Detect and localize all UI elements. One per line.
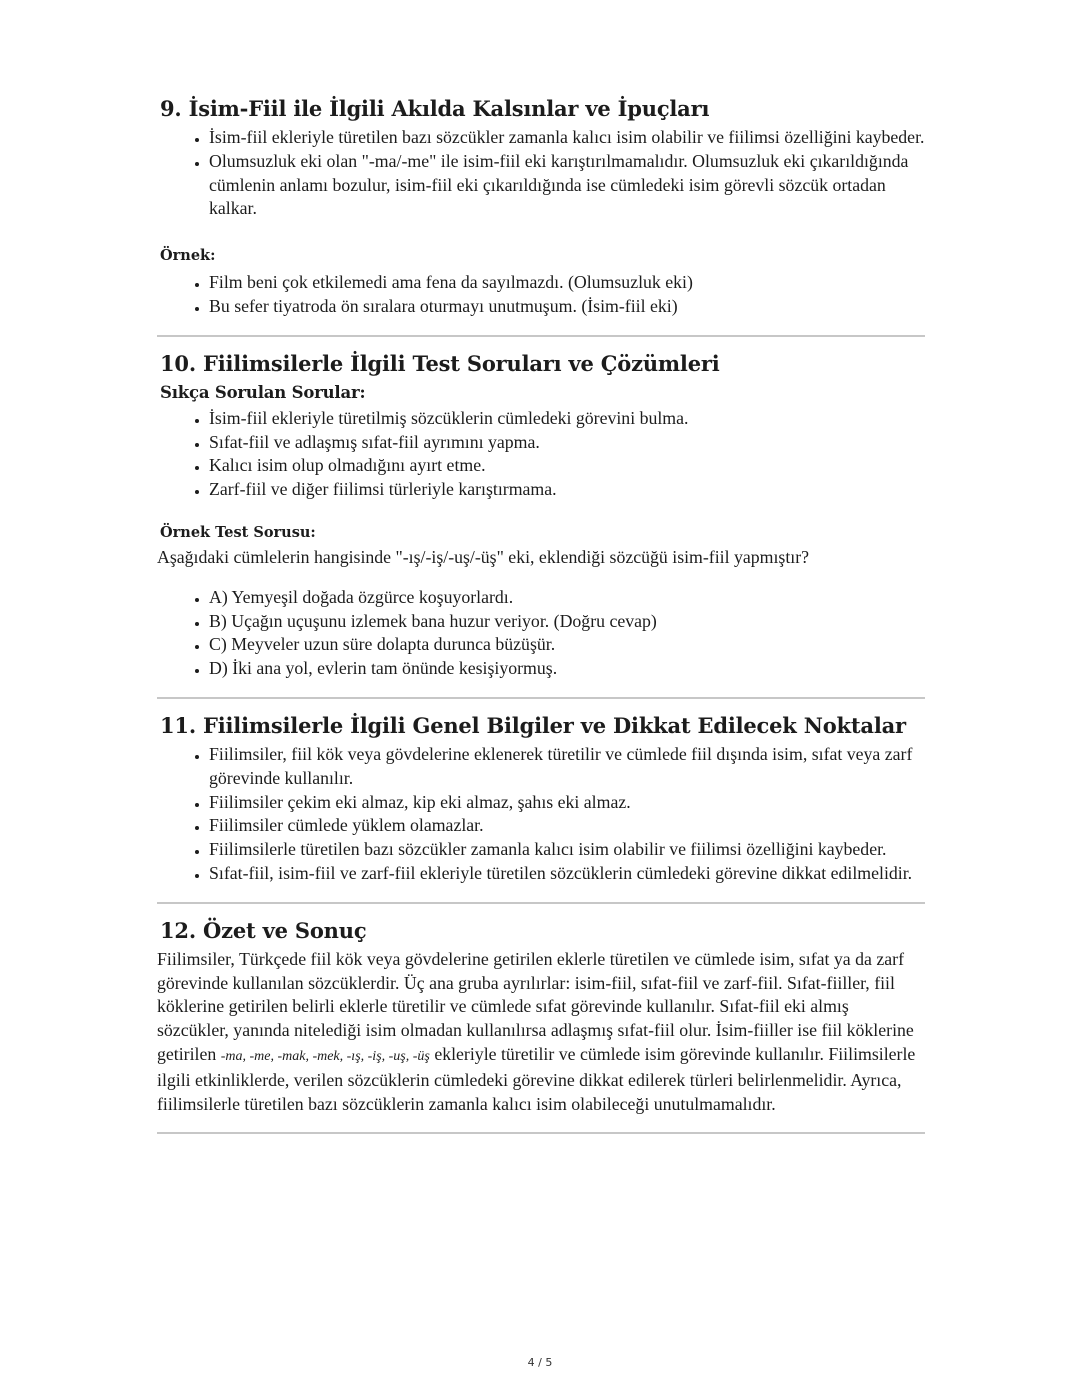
section-9 (157, 96, 925, 319)
divider (157, 335, 925, 337)
list-item: • Fiilimsilerle türetilen bazı sözcükler zamanla kalıcı isim olabilir ve fiilimsi özelliğini kaybeder. (209, 838, 925, 862)
list-item: • Zarf-fiil ve diğer fiilimsi türleriyle karıştırmama. (209, 478, 925, 502)
answer-options (157, 586, 925, 681)
suffix-list: -ma, -me, -mak, -mek, -ış, -iş, -uş, -üş (220, 1048, 430, 1064)
section-10-title: 10. Fiilimsilerle İlgili Test Soruları ve Çözümleri (160, 350, 720, 376)
answer-option: • A) Yemyeşil doğada özgürce koşuyorlardı. (209, 586, 925, 610)
list-item: • Sıfat-fiil, isim-fiil ve zarf-fiil ekleriyle türetilen sözcüklerin cümledeki görevine dikkat edilmelidir. (209, 862, 925, 886)
section-11-bullets (157, 743, 925, 886)
section-10 (157, 351, 925, 681)
section-9-bullets (157, 126, 925, 221)
list-item: • Kalıcı isim olup olmadığını ayırt etme. (209, 454, 925, 478)
answer-option: • D) İki ana yol, evlerin tam önünde kesişiyormuş. (209, 657, 925, 681)
divider (157, 697, 925, 699)
test-question: Aşağıdaki cümlelerin hangisinde "-ış/-iş/-uş/-üş" eki, eklendiği sözcüğü isim-fiil yapmıştır? (157, 546, 810, 567)
divider (157, 902, 925, 904)
document-page (157, 96, 925, 1134)
section-11 (157, 713, 925, 886)
summary-text-2: ekleriyle türetilir ve cümlede isim görevinde kullanılır. Fiilimsilerle ilgili etkinliklerde, verilen sözcüklerin cümledeki görevine dikkat edilerek türleri belirlenmelidir. Ayrıca, fiilimsilerle türetilen bazı sözcüklerin zamanla kalıcı isim olabileceği unutulmamalıdır. (157, 1043, 916, 1114)
section-11-title: 11. Fiilimsilerle İlgili Genel Bilgiler ve Dikkat Edilecek Noktalar (160, 712, 906, 738)
section-10-bullets (157, 407, 925, 502)
summary-paragraph (157, 948, 925, 1117)
list-item: • Sıfat-fiil ve adlaşmış sıfat-fiil ayrımını yapma. (209, 431, 925, 455)
section-9-title: 9. İsim-Fiil ile İlgili Akılda Kalsınlar ve İpuçları (160, 96, 710, 121)
section-12 (157, 918, 925, 1117)
divider (157, 1132, 925, 1134)
list-item: • İsim-fiil ekleriyle türetilen bazı sözcükler zamanla kalıcı isim olabilir ve fiilimsi özelliğini kaybeder. (209, 126, 925, 150)
list-item: • Fiilimsiler, fiil kök veya gövdelerine eklenerek türetilir ve cümlede fiil dışında isim, sıfat veya zarf görevinde kullanılır. (209, 743, 925, 791)
example-label: Örnek: (160, 247, 216, 265)
list-item: • İsim-fiil ekleriyle türetilmiş sözcüklerin cümledeki görevini bulma. (209, 407, 925, 431)
answer-option: • B) Uçağın uçuşunu izlemek bana huzur veriyor. (Doğru cevap) (209, 610, 925, 634)
example-list (157, 271, 925, 319)
list-item: • Olumsuzluk eki olan "-ma/-me" ile isim-fiil eki karıştırılmamalıdır. Olumsuzluk eki çıkarıldığında cümlenin anlamı bozulur, isim-fiil eki çıkarıldığında ise cümledeki isim görevli sözcük ortadan kalkar. (209, 150, 925, 221)
list-item: • Film beni çok etkilemedi ama fena da sayılmazdı. (Olumsuzluk eki) (209, 271, 925, 295)
section-10-subtitle: Sıkça Sorulan Sorular: (160, 382, 366, 402)
section-12-title: 12. Özet ve Sonuç (160, 917, 367, 943)
page-number: 4 / 5 (527, 1356, 553, 1369)
list-item: • Fiilimsiler çekim eki almaz, kip eki almaz, şahıs eki almaz. (209, 791, 925, 815)
answer-option: • C) Meyveler uzun süre dolapta durunca büzüşür. (209, 633, 925, 657)
summary-text-1: Fiilimsiler, Türkçede fiil kök veya gövdelerine getirilen eklerle türetilen ve cümlede isim, sıfat ya da zarf görevinde kullanılan sözcüklerdir. Üç ana gruba ayrılırlar: isim-fiil, sıfat-fiil ve zarf-fiil. Sıfat-fiiller, fiil köklerine getirilen belirli eklerle türetilir ve cümlede sıfat görevinde kullanılır. Sıfat-fiil eki almış sözcükler, yanında nitelediği isim olmadan kullanılırsa adlaşmış sıfat-fiil olur. İsim-fiiller ise fiil köklerine getirilen (157, 948, 914, 1064)
test-question-label: Örnek Test Sorusu: (160, 523, 316, 541)
list-item: • Bu sefer tiyatroda ön sıralara oturmayı unutmuşum. (İsim-fiil eki) (209, 295, 925, 319)
list-item: • Fiilimsiler cümlede yüklem olamazlar. (209, 814, 925, 838)
